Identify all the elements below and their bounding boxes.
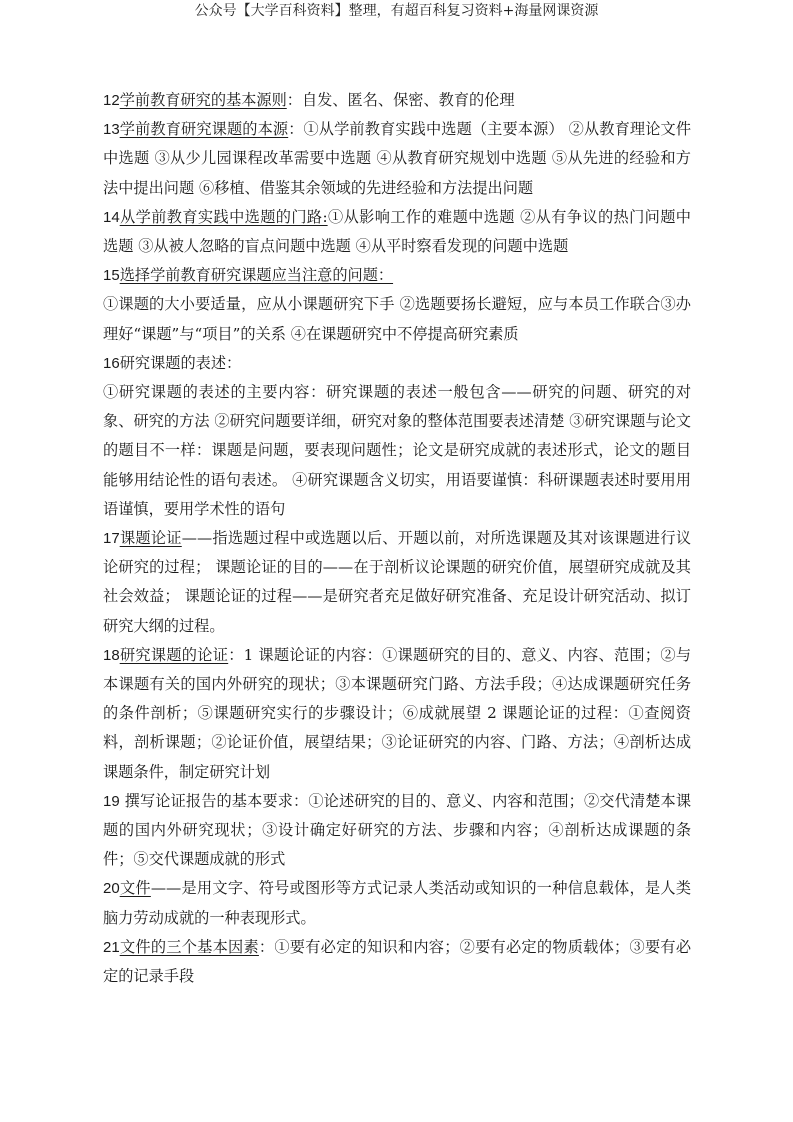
- item-number: 12: [103, 92, 120, 109]
- item-13: [103, 115, 691, 203]
- item-term: 文件: [119, 879, 151, 898]
- item-17: [103, 524, 691, 641]
- item-number: 19: [103, 792, 120, 810]
- item-number: 21: [103, 938, 120, 956]
- item-number: 18: [103, 646, 120, 664]
- item-19: [103, 787, 691, 875]
- item-15: [103, 261, 691, 290]
- item-body: ：①要有必定的知识和内容；②要有必定的物质载体；③要有必定的记录手段: [103, 937, 692, 986]
- item-20: [103, 874, 691, 932]
- item-number: 17: [103, 530, 120, 548]
- item-plain-text: ①课题的大小要适量，应从小课题研究下手 ②选题要扬长避短，应与本员工作联合③办理好“课题”与“项目”的关系 ④在课题研究中不停提高研究素质: [103, 295, 691, 343]
- item-number: 14: [103, 208, 120, 226]
- item-term: 文件的三个基本因素: [119, 937, 259, 956]
- item-term: 选择学前教育研究课题应当注意的问题：: [119, 266, 394, 285]
- item-21: [103, 933, 691, 991]
- item-term: 学前教育研究课题的本源: [119, 120, 289, 139]
- item-14: [103, 203, 691, 261]
- item-body: ——是用文字、符号或图形等方式记录人类活动或知识的一种信息载体，是人类脑力劳动成就的一种表现形式。: [103, 879, 691, 927]
- item-number: 13: [103, 121, 120, 139]
- item-18: [103, 641, 691, 787]
- item-12: [103, 86, 691, 115]
- item-label: 撰写论证报告的基本要求：: [119, 791, 309, 810]
- item-term: 从学前教育实践中选题的门路:: [119, 207, 328, 226]
- item-body: ：①从学前教育实践中选题（主要本源） ②从教育理论文件中选题 ③从少儿园课程改革需要中选题 ④从教育研究规划中选题 ⑤从先进的经验和方法中提出问题 ⑥移植、借鉴其余领域的先进经验和方法提出问题: [103, 120, 692, 197]
- item-term: 学前教育研究的基本源则: [119, 91, 287, 109]
- item-number: 20: [103, 880, 120, 898]
- item-term: 课题论证: [119, 529, 182, 548]
- item-plain-text: ①研究课题的表述的主要内容：研究课题的表述一般包含——研究的问题、研究的对象、研究的方法 ②研究问题要详细，研究对象的整体范围要表述清楚 ③研究课题与论文的题目不一样：课题是问题，要表现问题性；论文是研究成就的表述形式，论文的题目能够用结论性的语句表述。 ④研究课题含义切实，用语要谨慎：科研课题表述时要用用语谨慎，要用学术性的语句: [103, 383, 691, 518]
- item-15-detail: [103, 290, 691, 348]
- item-16-detail: [103, 378, 691, 524]
- item-16: [103, 349, 691, 378]
- document-body: [103, 86, 691, 991]
- page-header: 公众号【大学百科资料】整理，有超百科复习资料+海量网课资源: [194, 3, 599, 19]
- item-body: ：1 课题论证的内容：①课题研究的目的、意义、内容、范围；②与本课题有关的国内外研究的现状；③本课题研究门路、方法手段；④达成课题研究任务的条件剖析；⑤课题研究实行的步骤设计；⑥成就展望 2 课题论证的过程：①查阅资料，剖析课题；②论证价值，展望结果；③论证研究的内容、门路、方法；④剖析达成课题条件，制定研究计划: [103, 645, 692, 781]
- item-number: 16: [103, 354, 120, 372]
- item-label: 研究课题的表述：: [119, 353, 242, 372]
- item-body: ①论述研究的目的、意义、内容和范围；②交代清楚本课题的国内外研究现状；③设计确定好研究的方法、步骤和内容；④剖析达成课题的条件；⑤交代课题成就的形式: [103, 791, 692, 869]
- item-body: ：自发、匿名、保密、教育的伦理: [286, 91, 515, 109]
- item-body: ①从影响工作的难题中选题 ②从有争议的热门问题中选题 ③从被人忽略的盲点问题中选题 ④从平时察看发现的问题中选题: [103, 207, 691, 256]
- item-term: 研究课题的论证: [119, 645, 229, 664]
- item-number: 15: [103, 267, 120, 285]
- item-body: ——指选题过程中或选题以后、开题以前，对所选课题及其对该课题进行议论研究的过程； 课题论证的目的——在于剖析议论课题的研究价值，展望研究成就及其社会效益； 课题论证的过程——是研究者充足做好研究准备、充足设计研究活动、拟订研究大纲的过程。: [103, 529, 692, 635]
